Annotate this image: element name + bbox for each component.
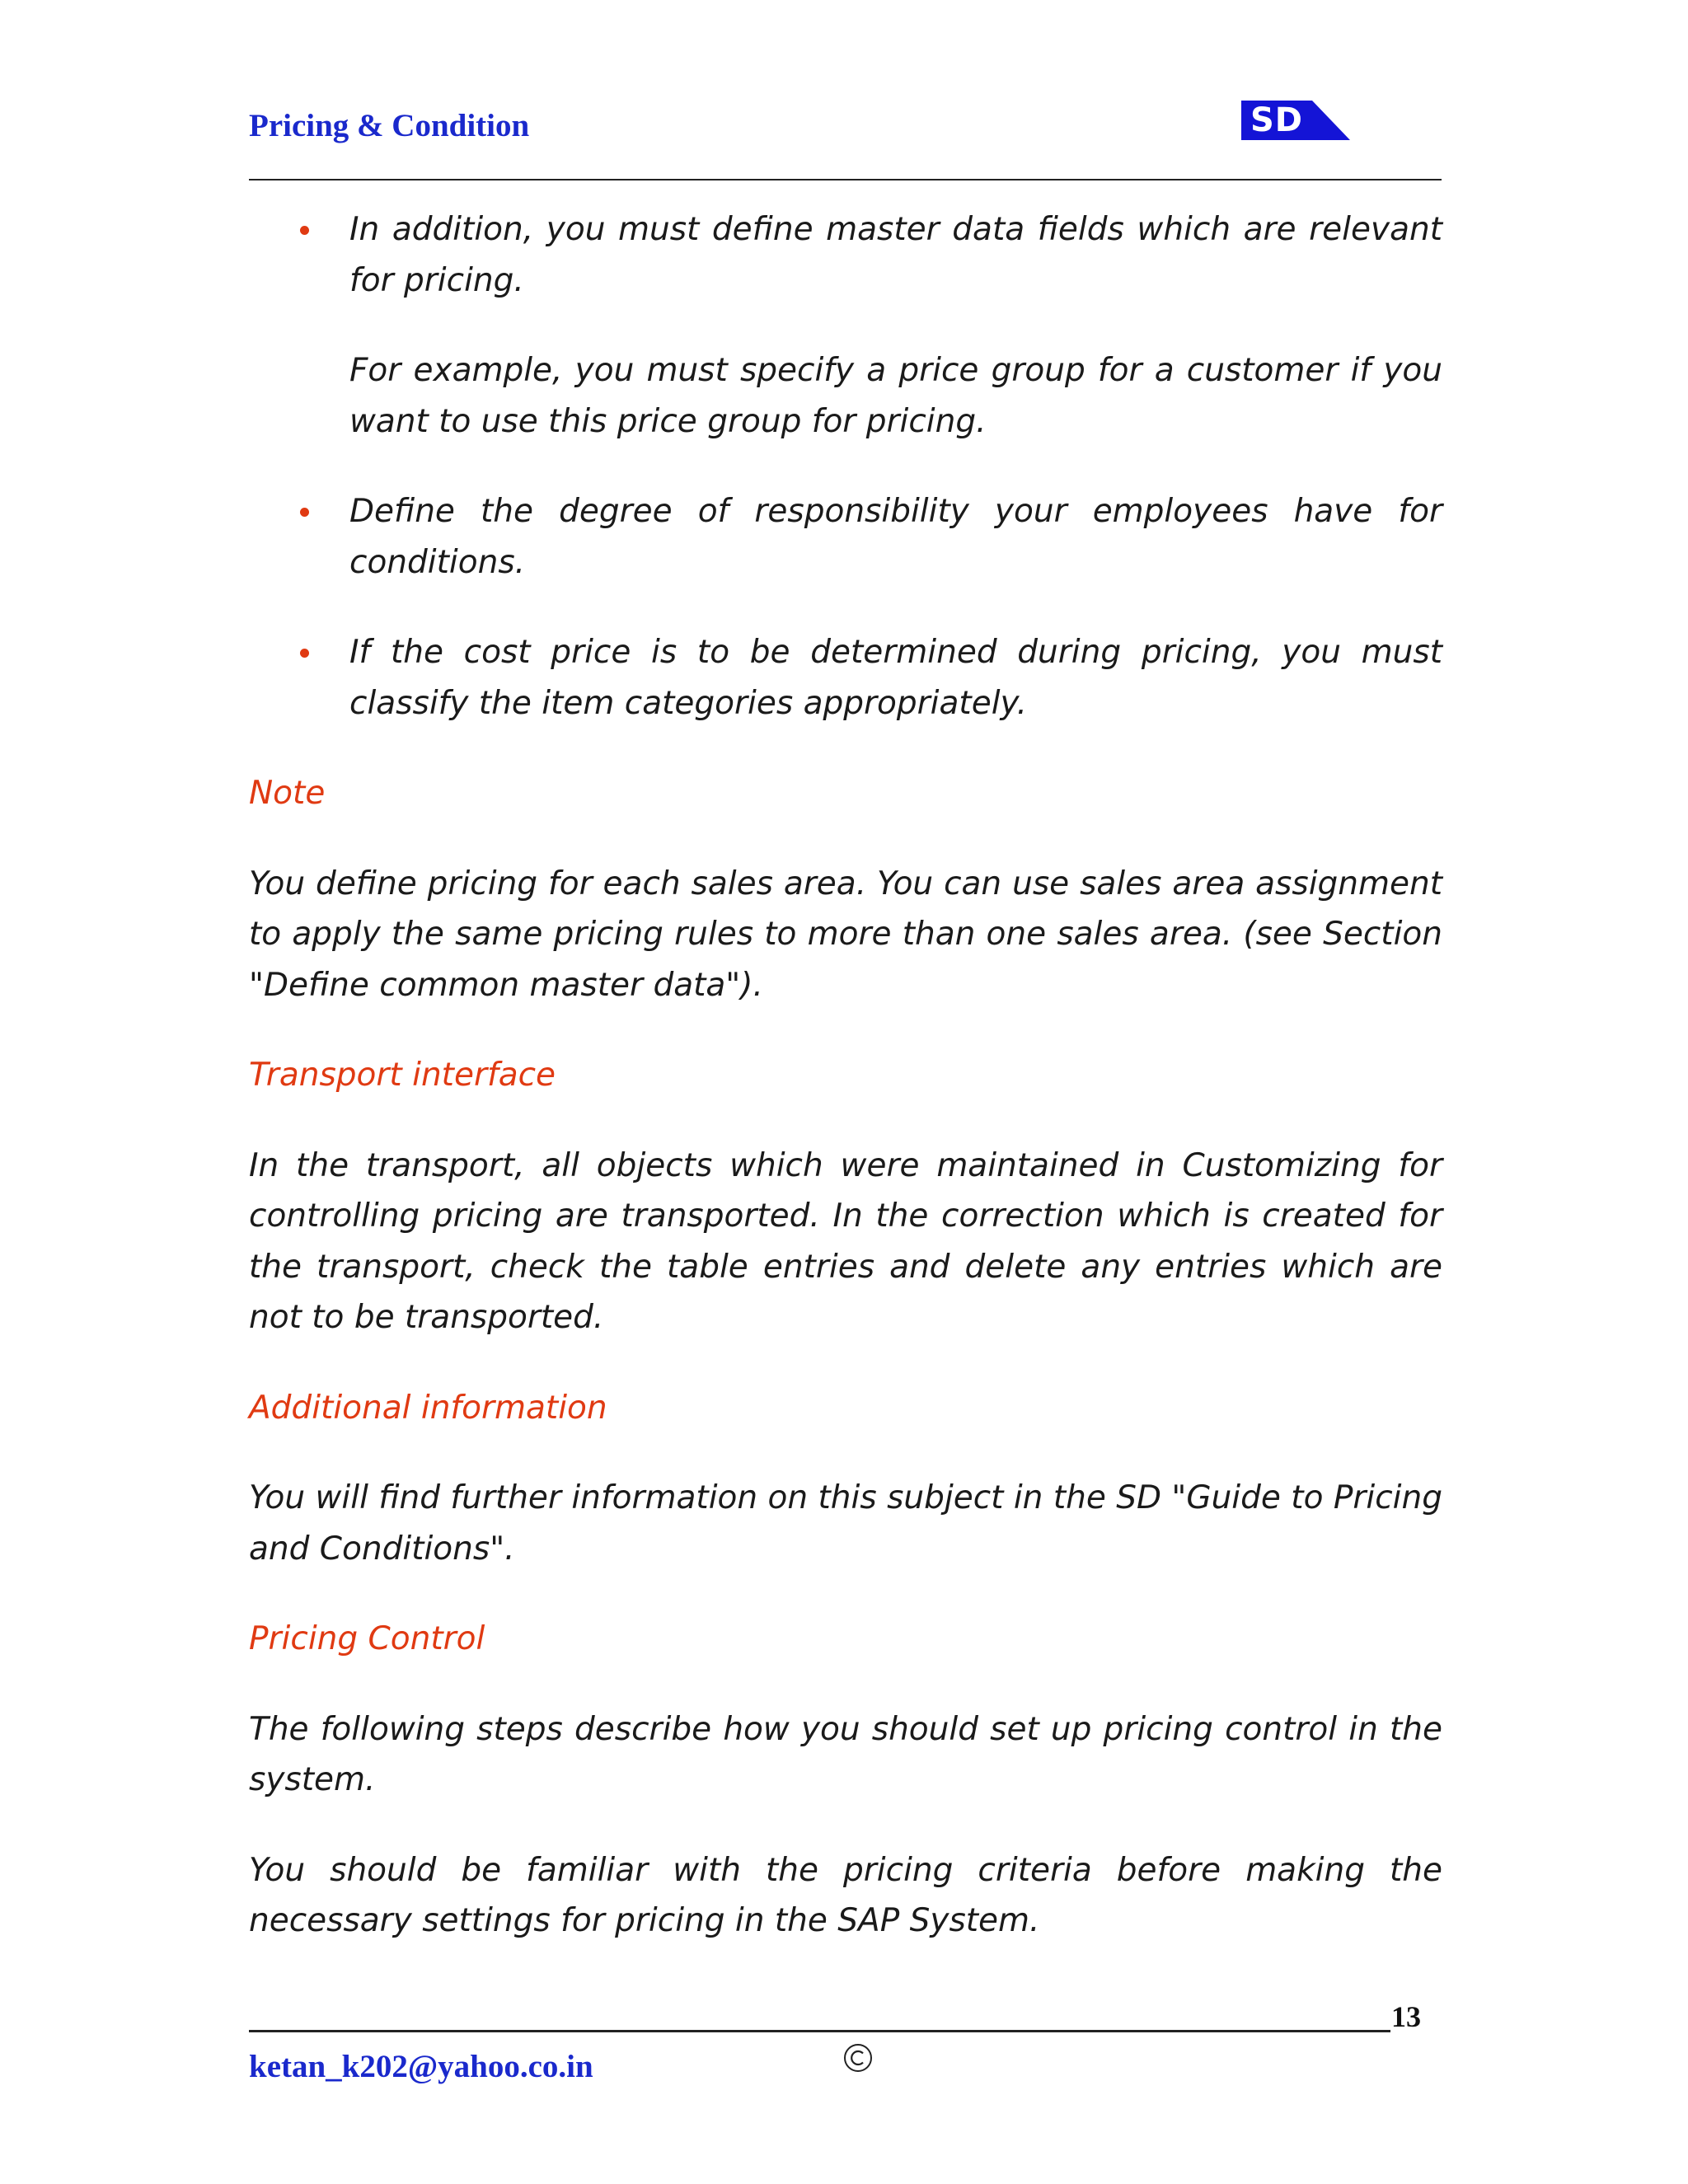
bullet-item — [249, 204, 1442, 306]
bullet-text: If the cost price is to be determined during pricing, you must classify the item categories appropriately. — [349, 634, 1442, 722]
bullet-icon — [300, 226, 309, 235]
logo-wedge-icon — [1312, 101, 1350, 140]
pricing-control-text: You should be familiar with the pricing criteria before making the necessary settings for pricing in the SAP System. — [249, 1851, 1442, 1939]
note-heading: Note — [249, 775, 326, 812]
bullet-icon — [300, 508, 309, 517]
page-number: 13 — [1391, 2000, 1421, 2033]
header-divider — [249, 179, 1442, 180]
additional-info-heading: Additional information — [249, 1389, 607, 1427]
bullet-icon — [300, 649, 309, 658]
transport-text: In the transport, all objects which were maintained in Customizing for controlling pricing are transported. In the correction which is created for the transport, check the table entries and delete any entries which are not to be transported. — [249, 1146, 1442, 1336]
pricing-control-heading: Pricing Control — [249, 1620, 485, 1657]
bullet-item — [249, 486, 1442, 588]
footer-divider — [249, 2030, 1390, 2032]
bullet-example-text: For example, you must specify a price group for a customer if you want to use this price group for pricing. — [349, 352, 1442, 440]
page-header-title: Pricing & Condition — [249, 108, 530, 143]
transport-heading: Transport interface — [249, 1057, 556, 1094]
copyright-icon — [842, 2042, 874, 2074]
bullet-text: In addition, you must define master data fields which are relevant for pricing. — [349, 211, 1442, 299]
bullet-item — [249, 627, 1442, 729]
pricing-control-text: The following steps describe how you should set up pricing control in the system. — [249, 1710, 1442, 1798]
sd-logo — [1241, 97, 1357, 143]
footer-email: ketan_k202@yahoo.co.in — [249, 2049, 593, 2084]
sd-logo-text: SD — [1241, 101, 1312, 140]
additional-info-text: You will find further information on this subject in the SD "Guide to Pricing and Conditions". — [249, 1479, 1442, 1568]
main-content — [249, 204, 1442, 1986]
note-text: You define pricing for each sales area. You can use sales area assignment to apply the same pricing rules to more than one sales area. (see Section "Define common master data"). — [249, 865, 1442, 1004]
bullet-text: Define the degree of responsibility your employees have for conditions. — [349, 493, 1442, 581]
